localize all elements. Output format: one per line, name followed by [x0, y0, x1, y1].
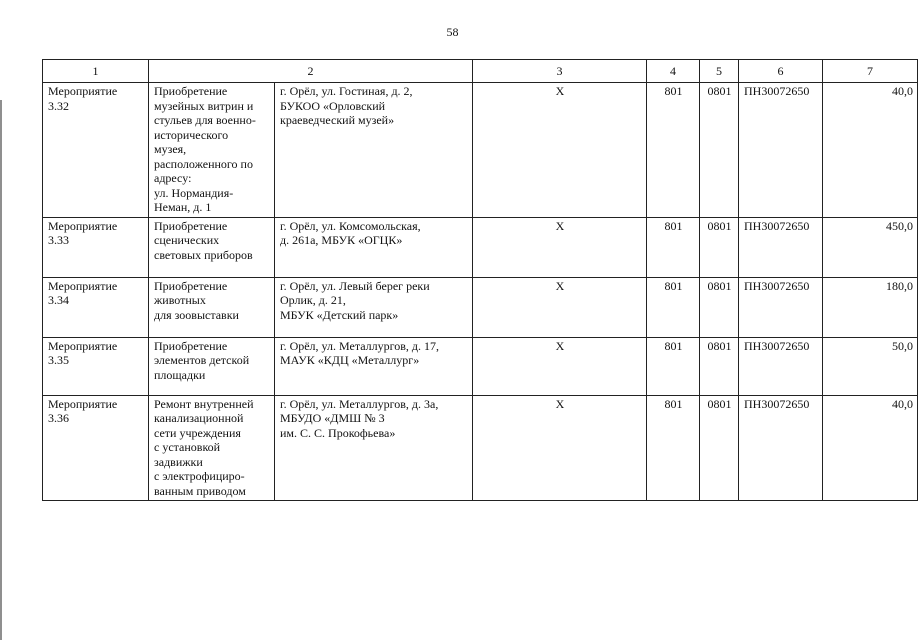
col3-cell: Х	[473, 337, 647, 395]
col7-cell: 180,0	[823, 277, 918, 337]
col7-cell: 40,0	[823, 395, 918, 501]
col5-cell: 0801	[700, 83, 739, 218]
header-cell-3: 3	[473, 60, 647, 83]
col6-cell: ПН30072650	[739, 277, 823, 337]
description-cell: Приобретение элементов детской площадки	[149, 337, 275, 395]
col7-cell: 40,0	[823, 83, 918, 218]
header-row	[43, 60, 918, 83]
col3-cell: Х	[473, 395, 647, 501]
col7-cell: 50,0	[823, 337, 918, 395]
scan-edge-mark	[0, 100, 6, 640]
description-cell: Приобретение животных для зоовыставки	[149, 277, 275, 337]
address-cell: г. Орёл, ул. Комсомольская, д. 261а, МБУК «ОГЦК»	[275, 217, 473, 277]
address-cell: г. Орёл, ул. Металлургов, д. 17, МАУК «КДЦ «Металлург»	[275, 337, 473, 395]
page-number: 58	[446, 25, 459, 39]
col4-cell: 801	[647, 395, 700, 501]
col3-cell: Х	[473, 217, 647, 277]
events-table	[42, 59, 918, 501]
description-cell: Ремонт внутренней канализационной сети учреждения с установкой задвижки с электрофицирo- ванным приводом	[149, 395, 275, 501]
address-cell: г. Орёл, ул. Левый берег реки Орлик, д. 21, МБУК «Детский парк»	[275, 277, 473, 337]
event-number-cell: Мероприятие 3.35	[43, 337, 149, 395]
event-number-cell: Мероприятие 3.33	[43, 217, 149, 277]
col6-cell: ПН30072650	[739, 83, 823, 218]
table-row	[43, 83, 918, 218]
event-number-cell: Мероприятие 3.34	[43, 277, 149, 337]
table-row	[43, 217, 918, 277]
event-number-cell: Мероприятие 3.36	[43, 395, 149, 501]
col7-cell: 450,0	[823, 217, 918, 277]
address-cell: г. Орёл, ул. Металлургов, д. 3а, МБУДО «ДМШ № 3 им. С. С. Прокофьева»	[275, 395, 473, 501]
col5-cell: 0801	[700, 337, 739, 395]
header-cell-4: 4	[647, 60, 700, 83]
col6-cell: ПН30072650	[739, 217, 823, 277]
header-cell-1: 1	[43, 60, 149, 83]
col3-cell: Х	[473, 83, 647, 218]
col4-cell: 801	[647, 83, 700, 218]
col4-cell: 801	[647, 337, 700, 395]
table-row	[43, 337, 918, 395]
header-cell-2: 2	[149, 60, 473, 83]
col4-cell: 801	[647, 277, 700, 337]
table-row	[43, 395, 918, 501]
description-cell: Приобретение музейных витрин и стульев для военно- исторического музея, расположенного по адресу: ул. Нормандия- Неман, д. 1	[149, 83, 275, 218]
address-cell: г. Орёл, ул. Гостиная, д. 2, БУКОО «Орловский краеведческий музей»	[275, 83, 473, 218]
header-cell-5: 5	[700, 60, 739, 83]
header-cell-6: 6	[739, 60, 823, 83]
col6-cell: ПН30072650	[739, 395, 823, 501]
col4-cell: 801	[647, 217, 700, 277]
col5-cell: 0801	[700, 277, 739, 337]
header-cell-7: 7	[823, 60, 918, 83]
col5-cell: 0801	[700, 217, 739, 277]
table-row	[43, 277, 918, 337]
col3-cell: Х	[473, 277, 647, 337]
col5-cell: 0801	[700, 395, 739, 501]
col6-cell: ПН30072650	[739, 337, 823, 395]
description-cell: Приобретение сценических световых приборов	[149, 217, 275, 277]
event-number-cell: Мероприятие 3.32	[43, 83, 149, 218]
